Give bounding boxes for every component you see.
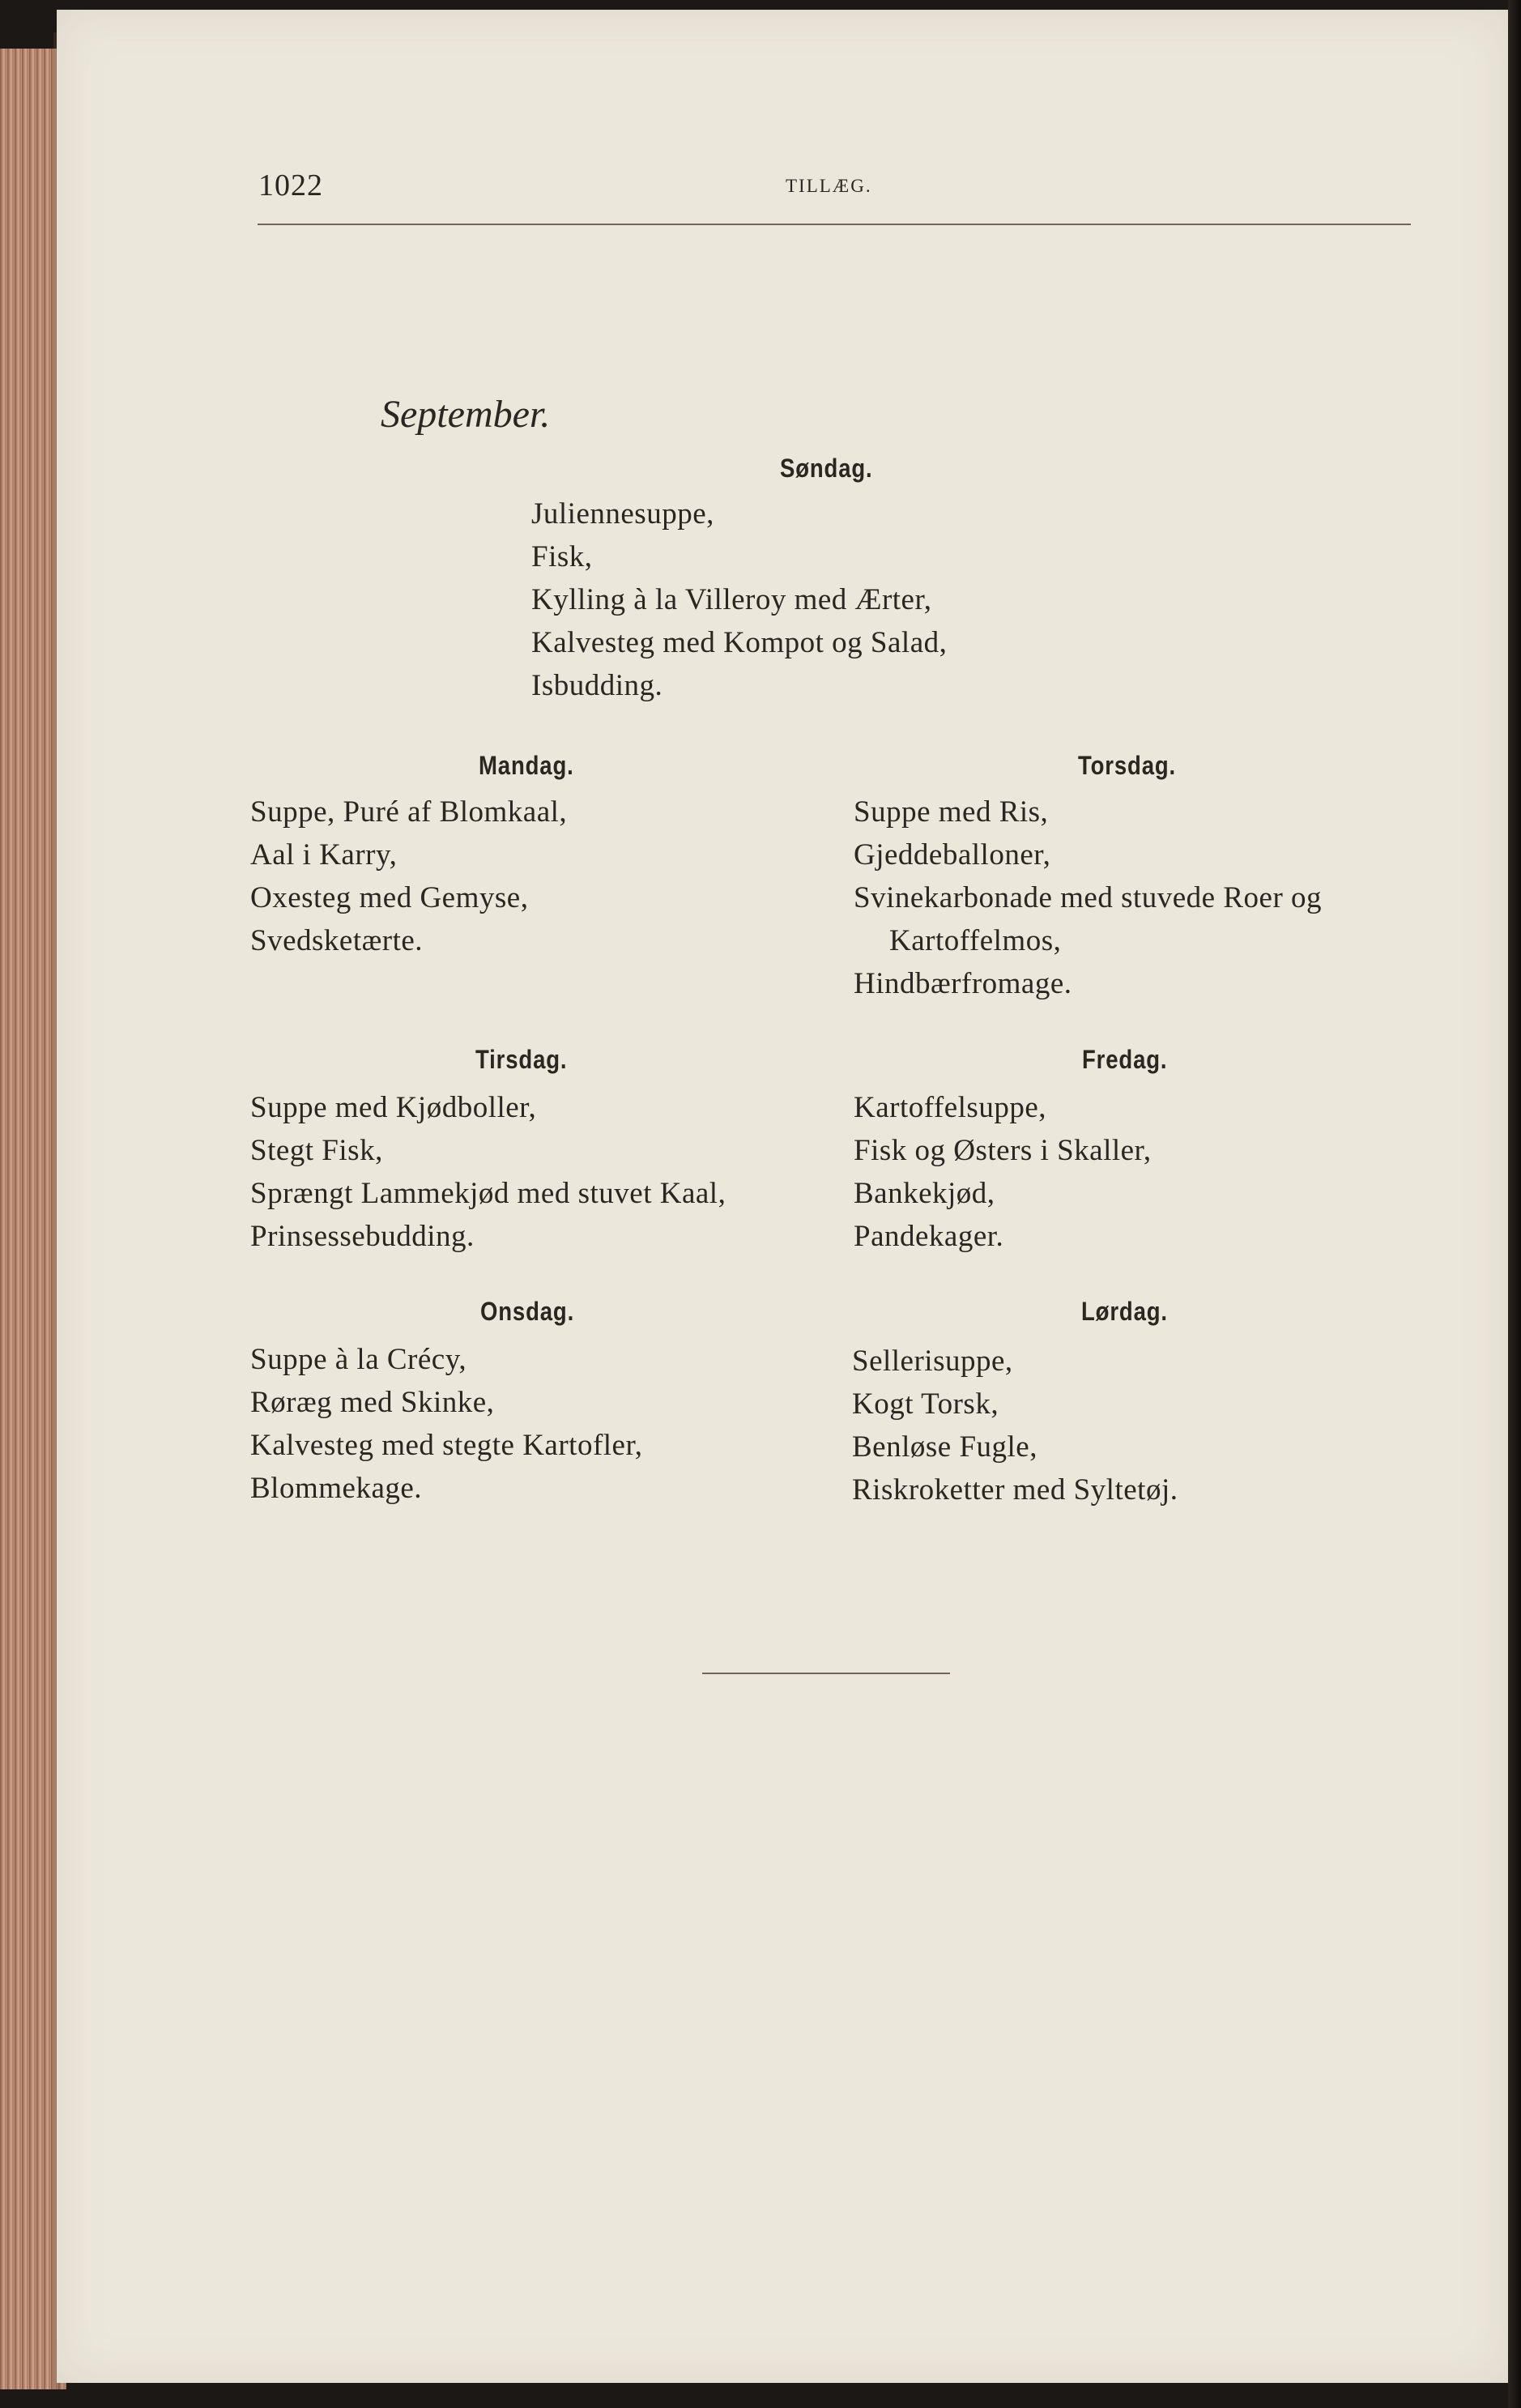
menu-item: Suppe med Kjødboller, xyxy=(250,1091,537,1124)
menu-item: Svinekarbonade med stuvede Roer og xyxy=(854,881,1323,914)
menu-torsdag xyxy=(854,791,1322,1005)
day-heading-tirsdag: Tirsdag. xyxy=(475,1045,568,1074)
menu-item: Svedsketærte. xyxy=(250,924,424,957)
menu-item: Oxesteg med Gemyse, xyxy=(250,881,529,914)
menu-item: Stegt Fisk, xyxy=(250,1134,383,1167)
menu-item: Prinsessebudding. xyxy=(250,1220,475,1253)
day-heading-onsdag: Onsdag. xyxy=(480,1297,575,1326)
menu-item: Suppe à la Crécy, xyxy=(250,1343,467,1376)
menu-item: Fisk og Østers i Skaller, xyxy=(854,1134,1152,1167)
menu-item: Kalvesteg med stegte Kartofler, xyxy=(250,1429,643,1462)
menu-item: Bankekjød, xyxy=(854,1177,995,1210)
running-head: TILLÆG. xyxy=(786,176,872,196)
day-heading-lordag: Lørdag. xyxy=(1081,1297,1168,1326)
menu-onsdag xyxy=(250,1338,643,1510)
month-title: September. xyxy=(381,393,551,436)
day-heading-mandag: Mandag. xyxy=(479,751,574,780)
menu-item: Benløse Fugle, xyxy=(852,1430,1037,1464)
header-rule xyxy=(258,224,1411,225)
menu-item: Juliennesuppe, xyxy=(531,497,714,531)
page-number: 1022 xyxy=(258,168,323,202)
menu-item: Aal i Karry, xyxy=(250,838,398,872)
menu-item: Fisk, xyxy=(531,540,593,573)
menu-item: Kalvesteg med Kompot og Salad, xyxy=(531,626,948,659)
day-heading-sondag: Søndag. xyxy=(780,454,873,483)
menu-item: Isbudding. xyxy=(531,669,663,702)
menu-item: Kogt Torsk, xyxy=(852,1387,999,1421)
menu-item: Kartoffelsuppe, xyxy=(854,1091,1046,1124)
menu-mandag xyxy=(250,791,567,962)
menu-fredag xyxy=(854,1086,1152,1258)
menu-lordag xyxy=(852,1340,1178,1511)
book-cover-edge xyxy=(1508,0,1521,2408)
menu-item: Pandekager. xyxy=(854,1220,1004,1253)
book-page xyxy=(57,10,1508,2383)
day-heading-fredag: Fredag. xyxy=(1082,1045,1168,1074)
menu-item: Kylling à la Villeroy med Ærter, xyxy=(531,583,932,616)
menu-item: Sellerisuppe, xyxy=(852,1345,1013,1378)
menu-item: Blommekage. xyxy=(250,1472,423,1505)
closing-rule xyxy=(702,1673,950,1674)
menu-item: Gjeddeballoner, xyxy=(854,838,1051,872)
menu-item: Røræg med Skinke, xyxy=(250,1386,495,1419)
menu-item: Sprængt Lammekjød med stuvet Kaal, xyxy=(250,1177,726,1210)
menu-item: Suppe med Ris, xyxy=(854,795,1049,829)
menu-tirsdag xyxy=(250,1086,726,1258)
menu-item: Hindbærfromage. xyxy=(854,967,1072,1000)
menu-item: Kartoffelmos, xyxy=(889,924,1062,957)
menu-item: Riskroketter med Syltetøj. xyxy=(852,1473,1178,1507)
day-heading-torsdag: Torsdag. xyxy=(1078,751,1177,780)
menu-sondag xyxy=(531,492,947,707)
menu-item: Suppe, Puré af Blomkaal, xyxy=(250,795,568,829)
